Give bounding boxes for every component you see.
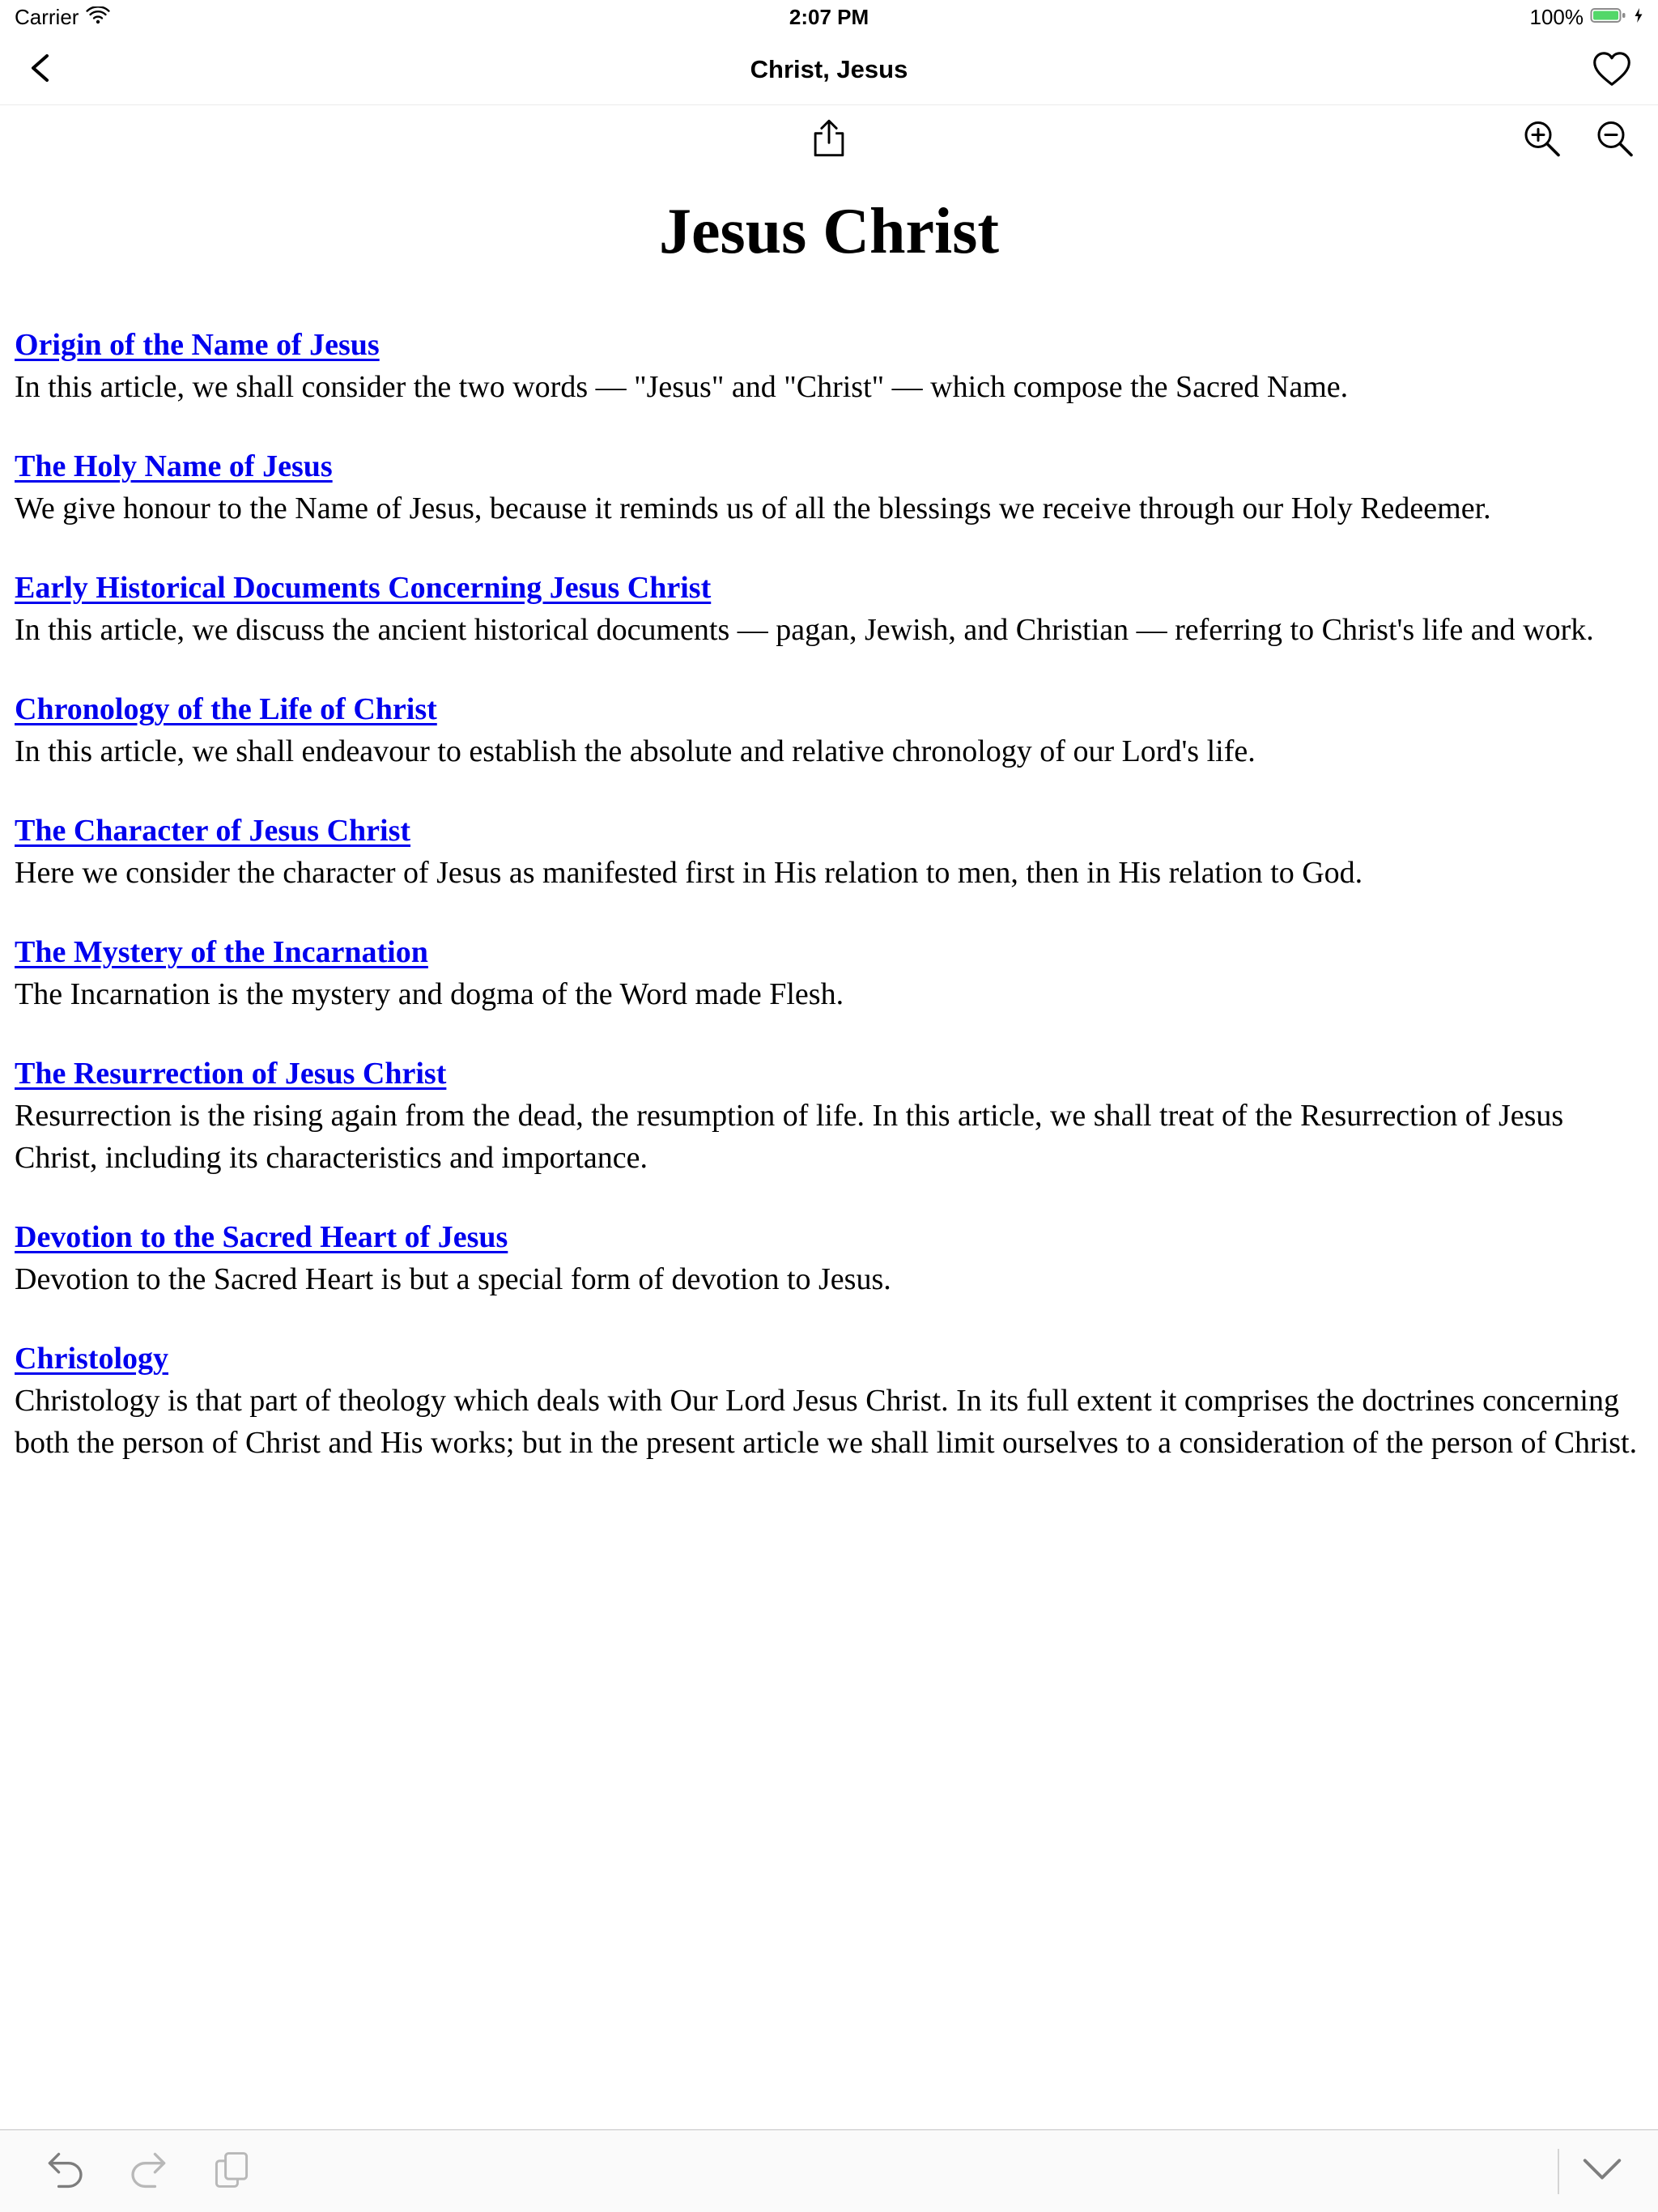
bottom-toolbar <box>0 2129 1658 2212</box>
battery-percent: 100% <box>1529 4 1584 29</box>
article-section <box>15 688 1643 772</box>
favorite-button[interactable] <box>1590 48 1634 91</box>
article-section <box>15 1053 1643 1179</box>
carrier-label: Carrier <box>15 4 79 29</box>
zoom-group <box>1519 116 1637 164</box>
status-right <box>1530 5 1644 30</box>
undo-button[interactable] <box>42 2149 87 2193</box>
content-toolbar <box>0 105 1658 173</box>
article-summary: Christology is that part of theology which deals with Our Lord Jesus Christ. In its full extent it comprises the doctrines concerning both the person of Christ and His works; but in the present article we shall limit ourselves to a consideration of the person of Christ. <box>15 1384 1638 1460</box>
article-link[interactable]: The Character of Jesus Christ <box>15 814 411 848</box>
redo-button[interactable] <box>126 2149 172 2193</box>
status-bar <box>0 0 1658 34</box>
article-link[interactable]: The Mystery of the Incarnation <box>15 935 428 969</box>
collapse-toolbar-button[interactable] <box>1579 2155 1626 2187</box>
article-link[interactable]: Origin of the Name of Jesus <box>15 328 380 362</box>
article-link[interactable]: The Holy Name of Jesus <box>15 449 333 483</box>
battery-icon <box>1590 5 1627 30</box>
article-link[interactable]: The Resurrection of Jesus Christ <box>15 1057 447 1091</box>
article-summary: Devotion to the Sacred Heart is but a special form of devotion to Jesus. <box>15 1262 891 1296</box>
article-section <box>15 1216 1643 1300</box>
article-summary: Here we consider the character of Jesus as manifested first in His relation to men, then in His relation to God. <box>15 856 1363 890</box>
copy-button[interactable] <box>210 2149 253 2193</box>
page-title: Jesus Christ <box>658 196 1000 267</box>
nav-title: Christ, Jesus <box>750 54 908 83</box>
article-section <box>15 567 1643 651</box>
redo-icon <box>126 2149 172 2193</box>
article-summary: Resurrection is the rising again from the dead, the resumption of life. In this article, we shall treat of the Resurrection of Jesus Christ, including its characteristics and importance. <box>15 1099 1564 1175</box>
toolbar-divider <box>1558 2149 1559 2194</box>
undo-icon <box>42 2149 87 2193</box>
article-link[interactable]: Christology <box>15 1342 168 1376</box>
article-summary: The Incarnation is the mystery and dogma of the Word made Flesh. <box>15 977 844 1011</box>
article-content <box>0 193 1658 1464</box>
charging-bolt-icon <box>1634 5 1643 30</box>
article-section <box>15 445 1643 530</box>
article-section <box>15 324 1643 408</box>
heart-icon <box>1590 48 1634 91</box>
article-link[interactable]: Early Historical Documents Concerning Jesus Christ <box>15 571 712 605</box>
zoom-in-button[interactable] <box>1519 116 1564 164</box>
nav-bar <box>0 34 1658 105</box>
article-section <box>15 1338 1643 1464</box>
magnifier-plus-icon <box>1519 116 1564 164</box>
share-button[interactable] <box>807 116 851 164</box>
article-summary: In this article, we shall endeavour to establish the absolute and relative chronology of our Lord's life. <box>15 734 1256 768</box>
bottom-toolbar-right <box>1558 2149 1626 2194</box>
chevron-down-icon <box>1579 2155 1626 2187</box>
article-summary: We give honour to the Name of Jesus, because it reminds us of all the blessings we receive through our Holy Redeemer. <box>15 491 1491 525</box>
article-section <box>15 810 1643 894</box>
bottom-toolbar-left <box>42 2149 253 2193</box>
magnifier-minus-icon <box>1592 116 1637 164</box>
article-link[interactable]: Chronology of the Life of Christ <box>15 692 437 726</box>
article-link[interactable]: Devotion to the Sacred Heart of Jesus <box>15 1220 508 1254</box>
article-summary: In this article, we discuss the ancient historical documents — pagan, Jewish, and Christian — referring to Christ's life and work. <box>15 613 1594 647</box>
article-summary: In this article, we shall consider the two words — "Jesus" and "Christ" — which compose the Sacred Name. <box>15 370 1349 404</box>
share-icon <box>807 116 851 164</box>
copy-pages-icon <box>210 2149 253 2193</box>
status-time: 2:07 PM <box>789 4 869 29</box>
zoom-out-button[interactable] <box>1592 116 1637 164</box>
article-section <box>15 931 1643 1015</box>
back-button[interactable] <box>24 50 60 88</box>
chevron-left-icon <box>24 50 60 88</box>
